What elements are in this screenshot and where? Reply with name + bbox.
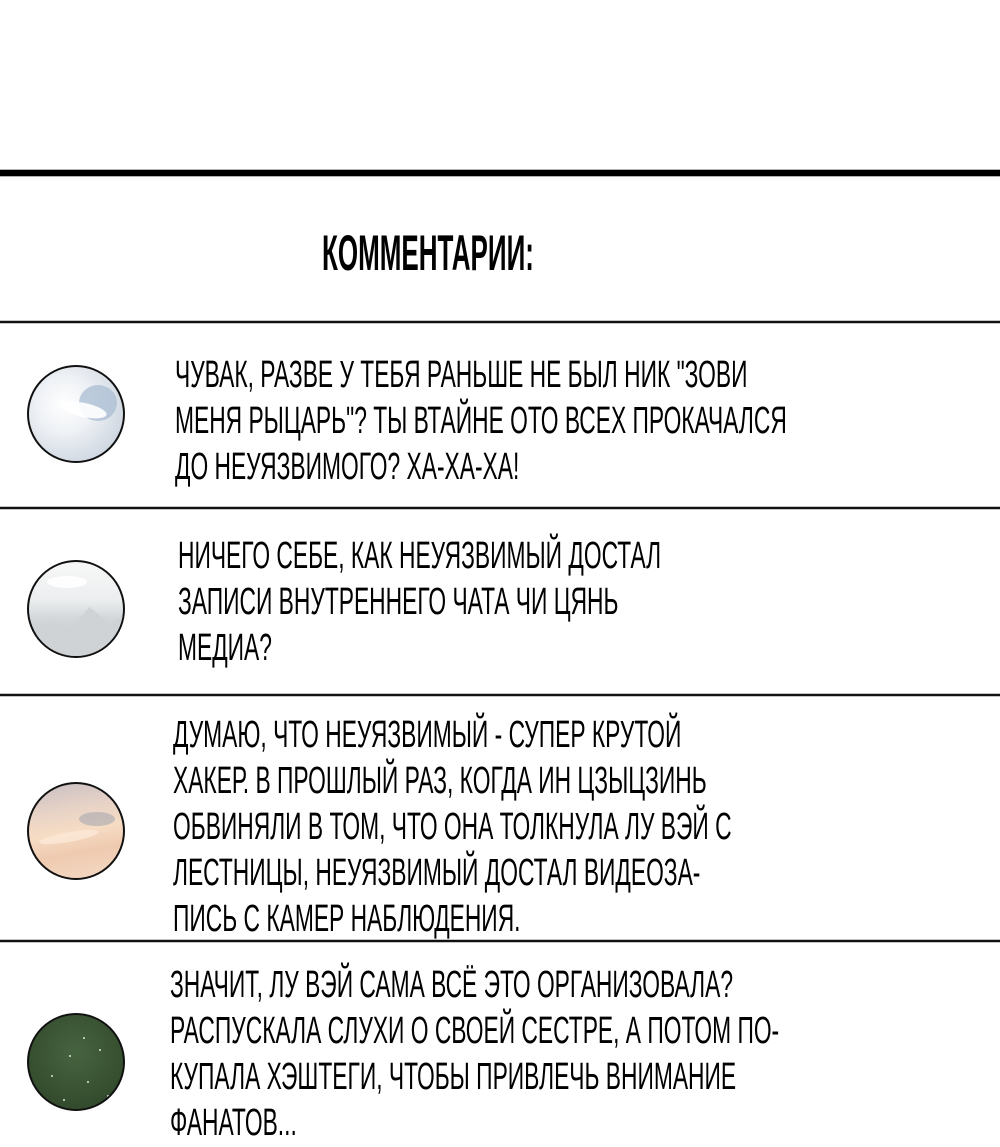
comment-text-line: РАСПУСКАЛА СЛУХИ О СВОЕЙ СЕСТРЕ, А ПОТОМ ПО- [170, 1010, 780, 1052]
comment-text-line: ОБВИНЯЛИ В ТОМ, ЧТО ОНА ТОЛКНУЛА ЛУ ВЭЙ С [173, 806, 732, 848]
divider [0, 321, 1000, 323]
comment-text-line: НИЧЕГО СЕБЕ, КАК НЕУЯЗВИМЫЙ ДОСТАЛ [178, 535, 662, 577]
divider [0, 694, 1000, 696]
comment-text-line: МЕНЯ РЫЦАРЬ"? ТЫ ВТАЙНЕ ОТО ВСЕХ ПРОКАЧАЛСЯ [175, 400, 787, 442]
divider [0, 507, 1000, 509]
comment-text-line: ДУМАЮ, ЧТО НЕУЯЗВИМЫЙ - СУПЕР КРУТОЙ [173, 714, 682, 756]
comment-text-line: ЗАПИСИ ВНУТРЕННЕГО ЧАТА ЧИ ЦЯНЬ [178, 581, 619, 623]
divider [0, 940, 1000, 942]
comment-text-line: ЛЕСТНИЦЫ, НЕУЯЗВИМЫЙ ДОСТАЛ ВИДЕОЗА- [173, 852, 701, 894]
sunset-clouds-avatar-icon [27, 782, 125, 880]
top-divider [0, 170, 1000, 176]
comment-text-line: МЕДИА? [178, 627, 272, 669]
comment-text-line: ЗНАЧИТ, ЛУ ВЭЙ САМА ВСЁ ЭТО ОРГАНИЗОВАЛА? [170, 964, 734, 1006]
comment-text-line: КУПАЛА ХЭШТЕГИ, ЧТОБЫ ПРИВЛЕЧЬ ВНИМАНИЕ [170, 1056, 737, 1098]
comment-text-line: ПИСЬ С КАМЕР НАБЛЮДЕНИЯ. [173, 898, 521, 940]
comment-text-line: ДО НЕУЯЗВИМОГО? ХА-ХА-ХА! [175, 446, 520, 488]
comment-text-line: ЧУВАК, РАЗВЕ У ТЕБЯ РАНЬШЕ НЕ БЫЛ НИК "ЗОВИ [175, 354, 748, 396]
comment-text-line: ФАНАТОВ... [170, 1102, 297, 1144]
comments-heading: КОММЕНТАРИИ: [322, 225, 534, 281]
sky-clouds-avatar-icon [27, 365, 125, 463]
comment-text-line: ХАКЕР. В ПРОШЛЫЙ РАЗ, КОГДА ИН ЦЗЫЦЗИНЬ [173, 760, 707, 802]
green-night-sky-avatar-icon [27, 1013, 125, 1111]
misty-mountains-avatar-icon [27, 560, 125, 658]
